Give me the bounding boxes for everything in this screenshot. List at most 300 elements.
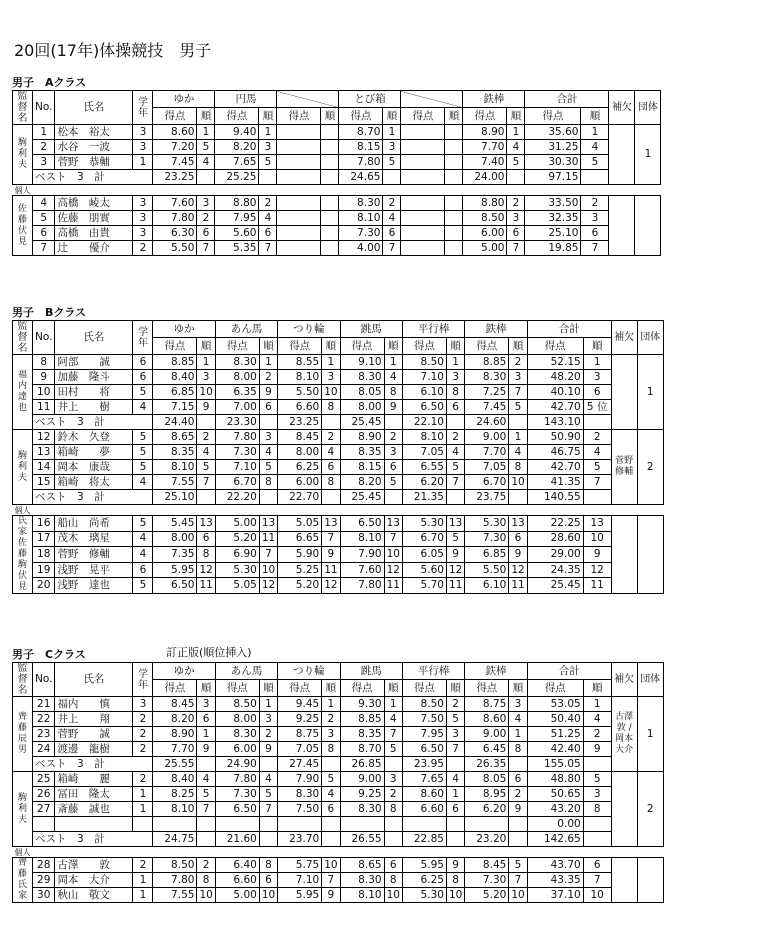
sub-cell: 菅野 修輔	[611, 430, 637, 505]
best-score-cell	[401, 170, 445, 185]
score-cell: 6.40	[215, 858, 259, 873]
score-cell: 8.45	[278, 430, 322, 445]
score-cell: 7.50	[278, 802, 322, 817]
score-header: 得点	[215, 338, 259, 355]
rank-cell	[509, 817, 527, 832]
score-cell	[401, 155, 445, 170]
rank-cell	[445, 241, 463, 256]
individual-label: 個人	[13, 185, 661, 196]
total-cell: 0.00	[527, 817, 583, 832]
score-cell: 7.90	[278, 772, 322, 787]
total-rank-cell: 3	[583, 370, 611, 385]
table-row	[13, 562, 664, 578]
rank-cell: 4	[259, 772, 277, 787]
score-cell: 6.25	[402, 873, 446, 888]
rank-header: 順	[197, 108, 215, 125]
individual-separator	[13, 185, 661, 196]
rank-cell: 7	[384, 531, 402, 547]
name-cell: 福内 慎	[55, 697, 133, 712]
score-cell: 8.10	[340, 531, 384, 547]
team-cell: 2	[637, 430, 663, 505]
rank-cell: 12	[322, 578, 340, 594]
grade-cell: 5	[133, 460, 153, 475]
rank-cell: 13	[322, 516, 340, 532]
score-cell: 7.50	[402, 712, 446, 727]
rank-cell	[445, 226, 463, 241]
rank-cell: 9	[197, 400, 215, 415]
group-label: 齊藤 氏家	[13, 858, 33, 903]
no-cell: 30	[33, 888, 55, 903]
score-cell: 5.75	[278, 858, 322, 873]
table-row	[13, 355, 664, 370]
best-total-cell: 142.65	[527, 832, 583, 847]
rank-cell: 1	[509, 430, 527, 445]
total-cell: 41.35	[527, 475, 583, 490]
best-three-label: ベスト 3 計	[33, 832, 153, 847]
name-cell: 辻 優介	[55, 241, 133, 256]
no-cell: 17	[33, 531, 55, 547]
rank-cell: 8	[322, 742, 340, 757]
score-header: 得点	[463, 108, 507, 125]
table-row	[13, 772, 664, 787]
no-cell: 15	[33, 475, 55, 490]
rank-cell: 3	[197, 370, 215, 385]
total-rank-cell: 1	[581, 125, 609, 140]
rank-cell: 7	[509, 873, 527, 888]
name-cell: 船山 尚希	[55, 516, 133, 532]
no-cell: 5	[33, 211, 55, 226]
name-cell: 田村 将	[55, 385, 133, 400]
table-row	[13, 787, 664, 802]
rank-cell	[197, 817, 215, 832]
rank-cell	[446, 490, 464, 505]
rank-cell: 1	[383, 125, 401, 140]
total-rank-cell: 10	[583, 888, 611, 903]
best-score-cell: 25.45	[340, 415, 384, 430]
rank-cell	[321, 241, 339, 256]
total-rank-cell: 8	[583, 802, 611, 817]
rank-cell: 8	[509, 742, 527, 757]
score-cell: 8.10	[339, 211, 383, 226]
grade-cell: 3	[133, 226, 153, 241]
no-cell: 29	[33, 873, 55, 888]
score-cell: 5.70	[402, 578, 446, 594]
score-cell: 5.30	[402, 888, 446, 903]
no-cell	[33, 817, 55, 832]
best-score-cell: 21.60	[215, 832, 259, 847]
table-row	[13, 531, 664, 547]
score-cell	[465, 817, 509, 832]
score-cell: 8.10	[278, 370, 322, 385]
score-header: 得点	[527, 338, 583, 355]
score-cell: 9.45	[278, 697, 322, 712]
total-cell: 29.00	[527, 547, 583, 563]
rank-cell: 1	[259, 125, 277, 140]
event-header: 鉄棒	[465, 663, 527, 680]
rank-cell	[384, 757, 402, 772]
name-cell: 井上 翔	[55, 712, 133, 727]
score-cell: 6.50	[402, 400, 446, 415]
grade-cell: 1	[133, 787, 153, 802]
score-cell	[340, 817, 384, 832]
total-rank-cell: 5	[583, 772, 611, 787]
score-cell: 8.60	[402, 787, 446, 802]
score-cell: 8.10	[153, 802, 197, 817]
table-row	[13, 370, 664, 385]
score-cell: 6.45	[465, 742, 509, 757]
event-header: あん馬	[215, 321, 277, 338]
score-cell: 7.10	[215, 460, 259, 475]
rank-cell: 5	[509, 400, 527, 415]
score-header: 得点	[401, 108, 445, 125]
rank-cell	[509, 832, 527, 847]
no-cell: 4	[33, 196, 55, 211]
score-cell: 5.30	[215, 562, 259, 578]
score-cell: 6.20	[465, 802, 509, 817]
rank-cell: 9	[259, 385, 277, 400]
grade-cell: 4	[133, 531, 153, 547]
best-score-cell: 26.85	[340, 757, 384, 772]
score-cell: 8.10	[402, 430, 446, 445]
score-cell: 8.65	[340, 858, 384, 873]
name-cell: 岡本 大介	[55, 873, 133, 888]
name-cell: 阿部 誠	[55, 355, 133, 370]
total-rank-cell: 3	[581, 211, 609, 226]
rank-cell: 6	[509, 772, 527, 787]
rank-cell: 7	[197, 241, 215, 256]
team-cell: 1	[637, 697, 663, 772]
score-cell: 8.50	[402, 697, 446, 712]
rank-cell: 5	[507, 155, 525, 170]
sub-header: 補欠	[611, 663, 637, 697]
no-cell: 26	[33, 787, 55, 802]
rank-cell: 5	[446, 460, 464, 475]
grade-cell: 1	[133, 155, 153, 170]
grade-cell: 2	[133, 772, 153, 787]
rank-cell	[507, 170, 525, 185]
best-score-cell: 25.55	[153, 757, 197, 772]
name-cell: 冨田 隆太	[55, 787, 133, 802]
table-row	[13, 742, 664, 757]
rank-cell: 2	[383, 196, 401, 211]
name-cell: 加藤 隆斗	[55, 370, 133, 385]
score-cell: 8.30	[465, 370, 509, 385]
rank-cell: 5	[197, 140, 215, 155]
score-cell: 6.10	[465, 578, 509, 594]
score-header: 得点	[153, 108, 197, 125]
grade-cell: 2	[133, 742, 153, 757]
total-rank-cell: 4	[583, 445, 611, 460]
rank-cell: 9	[446, 858, 464, 873]
total-rank-cell: 12	[583, 562, 611, 578]
no-cell: 12	[33, 430, 55, 445]
grade-cell: 5	[133, 385, 153, 400]
score-cell: 8.75	[278, 727, 322, 742]
rank-cell: 7	[509, 385, 527, 400]
score-cell: 7.30	[465, 531, 509, 547]
event-header: つり輪	[278, 663, 340, 680]
score-cell: 8.90	[463, 125, 507, 140]
rank-cell: 12	[197, 562, 215, 578]
event-header: 鉄棒	[463, 91, 525, 108]
score-cell: 8.30	[339, 196, 383, 211]
name-cell: 渡邊 龍樹	[55, 742, 133, 757]
best-three-label: ベスト 3 計	[33, 490, 153, 505]
name-cell: 水谷 一波	[55, 140, 133, 155]
score-header: 得点	[278, 680, 322, 697]
no-header: No.	[33, 321, 55, 355]
rank-cell: 1	[197, 355, 215, 370]
score-cell: 5.60	[402, 562, 446, 578]
score-cell: 6.60	[402, 802, 446, 817]
rank-cell: 4	[507, 140, 525, 155]
rank-cell: 2	[446, 430, 464, 445]
rank-cell: 7	[259, 802, 277, 817]
name-cell: 鈴木 久登	[55, 430, 133, 445]
best-score-cell: 22.85	[402, 832, 446, 847]
name-header: 氏名	[55, 321, 133, 355]
score-cell	[277, 140, 321, 155]
group-label: 氏家 佐藤 駒 伏見	[13, 516, 33, 594]
rank-cell: 4	[322, 787, 340, 802]
best-score-cell: 24.75	[153, 832, 197, 847]
no-header: No.	[33, 663, 55, 697]
rank-header: 順	[383, 108, 401, 125]
rank-cell: 4	[322, 445, 340, 460]
rank-cell: 9	[509, 802, 527, 817]
rank-cell: 6	[384, 858, 402, 873]
rank-cell: 5	[384, 475, 402, 490]
total-rank-cell: 13	[583, 516, 611, 532]
rank-cell	[509, 490, 527, 505]
rank-cell	[259, 832, 277, 847]
best-score-cell: 24.65	[339, 170, 383, 185]
best-score-cell: 23.30	[215, 415, 259, 430]
rank-cell: 5	[259, 460, 277, 475]
name-cell	[55, 817, 133, 832]
total-cell: 22.25	[527, 516, 583, 532]
total-rank-cell: 6	[583, 385, 611, 400]
total-cell: 42.70	[527, 460, 583, 475]
rank-cell: 10	[446, 888, 464, 903]
no-cell: 16	[33, 516, 55, 532]
score-cell: 7.20	[153, 140, 197, 155]
score-cell: 9.00	[465, 430, 509, 445]
rank-cell: 2	[322, 430, 340, 445]
total-rank-cell: 11	[583, 578, 611, 594]
rank-cell	[445, 140, 463, 155]
score-cell: 5.50	[278, 385, 322, 400]
score-cell: 4.00	[339, 241, 383, 256]
best-total-cell: 155.05	[527, 757, 583, 772]
supervisor-header: 監督名	[13, 91, 33, 125]
best-score-cell: 22.10	[402, 415, 446, 430]
best-score-cell: 22.20	[215, 490, 259, 505]
total-rank-cell: 1	[583, 355, 611, 370]
total-cell: 37.10	[527, 888, 583, 903]
rank-cell	[509, 415, 527, 430]
score-cell: 8.20	[215, 140, 259, 155]
score-cell: 5.25	[278, 562, 322, 578]
rank-cell: 3	[383, 140, 401, 155]
total-cell: 32.35	[525, 211, 581, 226]
score-cell: 8.60	[465, 712, 509, 727]
total-cell: 31.25	[525, 140, 581, 155]
rank-cell	[384, 817, 402, 832]
score-cell: 7.30	[465, 873, 509, 888]
sub-cell	[611, 355, 637, 430]
rank-cell: 3	[259, 140, 277, 155]
rank-cell: 1	[197, 125, 215, 140]
score-cell: 7.80	[215, 430, 259, 445]
rank-cell	[446, 817, 464, 832]
score-cell: 8.00	[215, 712, 259, 727]
score-cell	[277, 211, 321, 226]
best-three-row	[13, 757, 664, 772]
rank-header: 順	[322, 338, 340, 355]
rank-cell	[259, 490, 277, 505]
best-score-cell: 22.70	[278, 490, 322, 505]
rank-cell: 3	[507, 211, 525, 226]
score-cell: 7.05	[278, 742, 322, 757]
rank-cell: 9	[446, 547, 464, 563]
score-cell: 6.50	[402, 742, 446, 757]
score-cell	[401, 241, 445, 256]
name-cell: 菅野 恭輔	[55, 155, 133, 170]
score-cell: 6.60	[278, 400, 322, 415]
score-cell: 9.40	[215, 125, 259, 140]
table-row	[13, 385, 664, 400]
score-cell	[277, 226, 321, 241]
supervisor-header: 監督名	[13, 321, 33, 355]
table-row	[13, 712, 664, 727]
rank-cell: 12	[259, 578, 277, 594]
total-cell: 43.20	[527, 802, 583, 817]
event-header: ゆか	[153, 91, 215, 108]
team-cell: 1	[637, 355, 663, 430]
rank-header: 順	[322, 680, 340, 697]
rank-cell: 6	[322, 460, 340, 475]
score-cell: 6.90	[215, 547, 259, 563]
rank-cell	[445, 155, 463, 170]
rank-cell: 10	[509, 475, 527, 490]
rank-cell: 12	[384, 562, 402, 578]
rank-cell: 11	[322, 562, 340, 578]
score-cell: 8.25	[153, 787, 197, 802]
rank-cell: 4	[384, 370, 402, 385]
event-header: 平行棒	[402, 663, 464, 680]
rank-cell	[446, 757, 464, 772]
rank-cell: 10	[509, 888, 527, 903]
rank-header: 順	[446, 680, 464, 697]
rank-cell: 5	[509, 858, 527, 873]
name-cell: 菅野 誠	[55, 727, 133, 742]
rank-cell: 4	[259, 211, 277, 226]
table-row	[13, 460, 664, 475]
rank-cell: 8	[446, 385, 464, 400]
rank-cell: 7	[384, 727, 402, 742]
rank-cell: 10	[322, 385, 340, 400]
total-rank-cell	[583, 490, 611, 505]
rank-cell: 6	[197, 712, 215, 727]
team-cell	[635, 196, 661, 256]
total-rank-cell: 2	[583, 727, 611, 742]
no-cell: 1	[33, 125, 55, 140]
score-cell: 8.00	[215, 370, 259, 385]
rank-cell: 13	[509, 516, 527, 532]
score-cell: 8.50	[153, 858, 197, 873]
rank-header: 順	[583, 680, 611, 697]
name-cell: 井上 樹	[55, 400, 133, 415]
total-rank-cell: 7	[581, 241, 609, 256]
score-cell: 7.30	[339, 226, 383, 241]
rank-cell	[197, 490, 215, 505]
rank-cell: 4	[384, 712, 402, 727]
rank-cell: 10	[322, 858, 340, 873]
rank-cell: 7	[322, 873, 340, 888]
rank-cell: 8	[509, 460, 527, 475]
no-cell: 10	[33, 385, 55, 400]
total-rank-cell: 10	[583, 531, 611, 547]
score-header: 得点	[215, 680, 259, 697]
grade-cell: 1	[133, 873, 153, 888]
header-row	[13, 91, 661, 108]
rank-cell: 6	[507, 226, 525, 241]
score-cell: 7.80	[215, 772, 259, 787]
no-cell: 6	[33, 226, 55, 241]
total-rank-cell: 5	[581, 155, 609, 170]
total-cell: 50.90	[527, 430, 583, 445]
rank-cell: 3	[446, 370, 464, 385]
rank-cell	[321, 196, 339, 211]
rank-cell: 1	[446, 355, 464, 370]
score-cell: 5.90	[278, 547, 322, 563]
score-cell: 5.35	[215, 241, 259, 256]
rank-header: 順	[259, 108, 277, 125]
grade-cell: 2	[133, 712, 153, 727]
total-cell: 43.35	[527, 873, 583, 888]
score-header: 得点	[153, 680, 197, 697]
best-score-cell: 24.90	[215, 757, 259, 772]
name-cell: 高橋 由貴	[55, 226, 133, 241]
best-score-cell: 23.75	[465, 490, 509, 505]
rank-cell: 10	[259, 888, 277, 903]
rank-cell	[384, 832, 402, 847]
rank-cell: 12	[446, 562, 464, 578]
grade-cell: 5	[133, 516, 153, 532]
total-cell: 33.50	[525, 196, 581, 211]
rank-cell: 5	[197, 787, 215, 802]
score-cell: 6.50	[340, 516, 384, 532]
no-cell: 11	[33, 400, 55, 415]
section-b-label: 男子 Bクラス	[12, 306, 87, 319]
score-cell: 6.30	[153, 226, 197, 241]
rank-cell	[445, 170, 463, 185]
rank-cell: 1	[197, 727, 215, 742]
no-cell: 27	[33, 802, 55, 817]
rank-header: 順	[583, 338, 611, 355]
rank-cell: 2	[259, 727, 277, 742]
score-cell: 8.40	[153, 370, 197, 385]
table-row	[13, 888, 664, 903]
event-header: とび箱	[339, 91, 401, 108]
name-cell: 箱崎 将太	[55, 475, 133, 490]
total-rank-cell	[583, 415, 611, 430]
best-score-cell: 23.25	[153, 170, 197, 185]
grade-cell: 4	[133, 475, 153, 490]
total-header: 合計	[527, 321, 611, 338]
score-cell: 5.05	[278, 516, 322, 532]
